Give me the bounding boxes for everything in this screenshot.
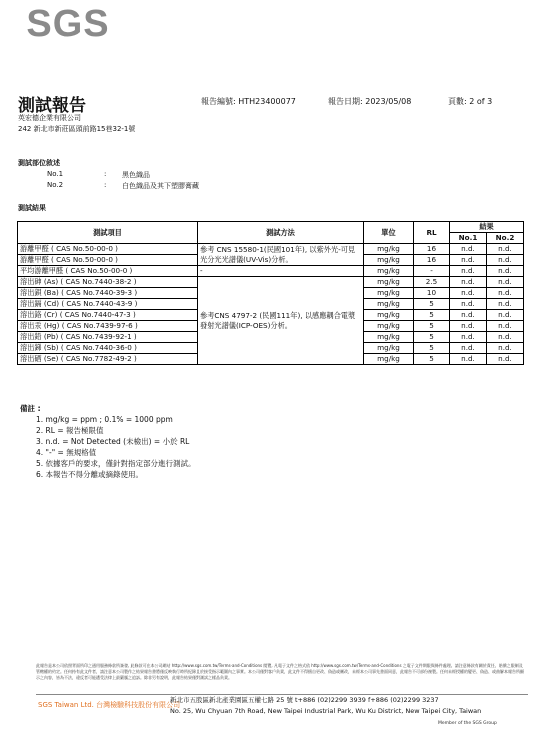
test-item: 游離甲醛 ( CAS No.50-00-0 ) (18, 255, 198, 266)
sgs-logo: SGS (26, 2, 110, 45)
results-table (17, 221, 524, 365)
note-item: 6. 本報告不得分離或摘錄使用。 (36, 470, 144, 479)
unit: mg/kg (364, 321, 414, 332)
result-no2: n.d. (487, 321, 524, 332)
rl: 16 (414, 255, 450, 266)
test-item: 溶出砷 (As) ( CAS No.7440-38-2 ) (18, 277, 198, 288)
result-no2: n.d. (487, 277, 524, 288)
member-of-sgs: Member of the SGS Group (438, 721, 497, 726)
rl: 5 (414, 310, 450, 321)
result-no1: n.d. (450, 277, 487, 288)
page-number: 頁數: 2 of 3 (448, 97, 493, 106)
report-date: 報告日期: 2023/05/08 (328, 97, 412, 106)
sample-parts-heading: 測試部位敘述 (18, 159, 60, 167)
result-no2: n.d. (487, 244, 524, 255)
result-no1: n.d. (450, 299, 487, 310)
part-no-1: No.1 (47, 170, 64, 178)
result-no2: n.d. (487, 332, 524, 343)
rl: - (414, 266, 450, 277)
part-colon-1: : (104, 170, 107, 178)
result-no2: n.d. (487, 343, 524, 354)
table-row (18, 266, 524, 277)
rl: 2.5 (414, 277, 450, 288)
test-item: 平均游離甲醛 ( CAS No.50-00-0 ) (18, 266, 198, 277)
report-title: 測試報告 (18, 96, 86, 116)
note-item: 4. "-" = 無規格值 (36, 448, 97, 457)
header-test-item: 測試項目 (18, 222, 198, 244)
test-method-icp: 參考CNS 4797-2 (民國111年), 以感應耦合電漿發射光譜儀(ICP-OES)分析。 (198, 277, 364, 365)
client-address: 242 新北市新莊區頭前路15巷32-1號 (18, 125, 136, 133)
results-heading: 測試結果 (18, 204, 46, 212)
header-unit: 單位 (364, 222, 414, 244)
result-no2: n.d. (487, 266, 524, 277)
unit: mg/kg (364, 288, 414, 299)
header-no2: No.2 (487, 233, 524, 244)
test-item: 溶出鎘 (Cd) ( CAS No.7440-43-9 ) (18, 299, 198, 310)
footer-address-zh: 新北市五股區新北產業園區五權七路 25 號 t+886 (02)2299 3939 f+886 (02)2299 3237 (170, 696, 439, 704)
notes-heading: 備註 : (20, 404, 41, 413)
client-company: 英宏德企業有限公司 (18, 114, 81, 122)
unit: mg/kg (364, 299, 414, 310)
table-row (18, 244, 524, 255)
unit: mg/kg (364, 354, 414, 365)
note-item: 5. 依據客戶的要求，僅針對指定部分進行測試。 (36, 459, 196, 468)
part-colon-2: : (104, 181, 107, 189)
rl: 5 (414, 321, 450, 332)
header-no1: No.1 (450, 233, 487, 244)
header-test-method: 測試方法 (198, 222, 364, 244)
unit: mg/kg (364, 343, 414, 354)
part-no-2: No.2 (47, 181, 64, 189)
rl: 16 (414, 244, 450, 255)
footer-company: SGS Taiwan Ltd. 台灣檢驗科技股份有限公司 (38, 701, 181, 709)
header-result: 結果 (450, 222, 524, 233)
test-item: 溶出鉛 (Pb) ( CAS No.7439-92-1 ) (18, 332, 198, 343)
rl: 5 (414, 299, 450, 310)
result-no1: n.d. (450, 354, 487, 365)
result-no2: n.d. (487, 310, 524, 321)
rl: 5 (414, 332, 450, 343)
unit: mg/kg (364, 244, 414, 255)
unit: mg/kg (364, 255, 414, 266)
test-method-uvvis: 參考 CNS 15580-1(民國101年), 以紫外光-可見光分光光譜儀(UV-Vis)分析。 (198, 244, 364, 266)
result-no2: n.d. (487, 255, 524, 266)
rl: 5 (414, 343, 450, 354)
test-method-none: - (198, 266, 364, 277)
report-number: 報告編號: HTH23400077 (201, 97, 296, 106)
note-item: 1. mg/kg = ppm ; 0.1% = 1000 ppm (36, 415, 173, 424)
test-item: 溶出硒 (Se) ( CAS No.7782-49-2 ) (18, 354, 198, 365)
test-item: 溶出鋇 (Ba) ( CAS No.7440-39-3 ) (18, 288, 198, 299)
rl: 10 (414, 288, 450, 299)
test-item: 溶出鉻 (Cr) ( CAS No.7440-47-3 ) (18, 310, 198, 321)
result-no2: n.d. (487, 299, 524, 310)
unit: mg/kg (364, 310, 414, 321)
test-item: 溶出汞 (Hg) ( CAS No.7439-97-6 ) (18, 321, 198, 332)
result-no1: n.d. (450, 244, 487, 255)
header-rl: RL (414, 222, 450, 244)
unit: mg/kg (364, 332, 414, 343)
part-desc-1: 黑色織品 (122, 171, 150, 179)
note-item: 2. RL = 報告極限值 (36, 426, 104, 435)
result-no1: n.d. (450, 321, 487, 332)
unit: mg/kg (364, 266, 414, 277)
test-item: 溶出銻 (Sb) ( CAS No.7440-36-0 ) (18, 343, 198, 354)
part-desc-2: 白色織品及其下塑膠膏藏 (122, 182, 199, 190)
rl: 5 (414, 354, 450, 365)
note-item: 3. n.d. = Not Detected (未檢出) = 小於 RL (36, 437, 190, 446)
result-no2: n.d. (487, 288, 524, 299)
result-no1: n.d. (450, 332, 487, 343)
unit: mg/kg (364, 277, 414, 288)
footer-address (170, 695, 481, 717)
result-no1: n.d. (450, 288, 487, 299)
result-no1: n.d. (450, 310, 487, 321)
footer-fine-print: 此報告是本公司依照背面所印之通用服務條款所簽發, 此條款可在本公司網站 http://www.sgs.com.tw/Terms-and-Conditions 閱覽, 凡電子文件之格式依 http://www.sgs.com.tw/Terms-and-Conditions 之電子文件期限與條件處理。請注意條款有關於責任、賠償之限制及管轄權的約定。任何持有此文件者，請注意本公司製作之結果報告書將僅反映執行時所紀錄且於接受指示範圍內之事實。本公司僅對客戶負責，此文件不得擅自更改、偽造或刪改，未經本公司事先書面同意，此報告不可部份複製。任何未經授權的變更、偽造、或曲解本報告所顯示之內容，皆為不法，違反者可能遭受法律上最嚴厲之追訴。除非另有說明，此報告結果僅對測試之樣品負責。 (36, 663, 524, 680)
table-row (18, 277, 524, 288)
result-no1: n.d. (450, 343, 487, 354)
notes (20, 403, 196, 480)
test-item: 游離甲醛 ( CAS No.50-00-0 ) (18, 244, 198, 255)
result-no1: n.d. (450, 255, 487, 266)
footer-address-en: No. 25, Wu Chyuan 7th Road, New Taipei Industrial Park, Wu Ku District, New Taipei City, Taiwan (170, 707, 482, 715)
result-no2: n.d. (487, 354, 524, 365)
result-no1: n.d. (450, 266, 487, 277)
